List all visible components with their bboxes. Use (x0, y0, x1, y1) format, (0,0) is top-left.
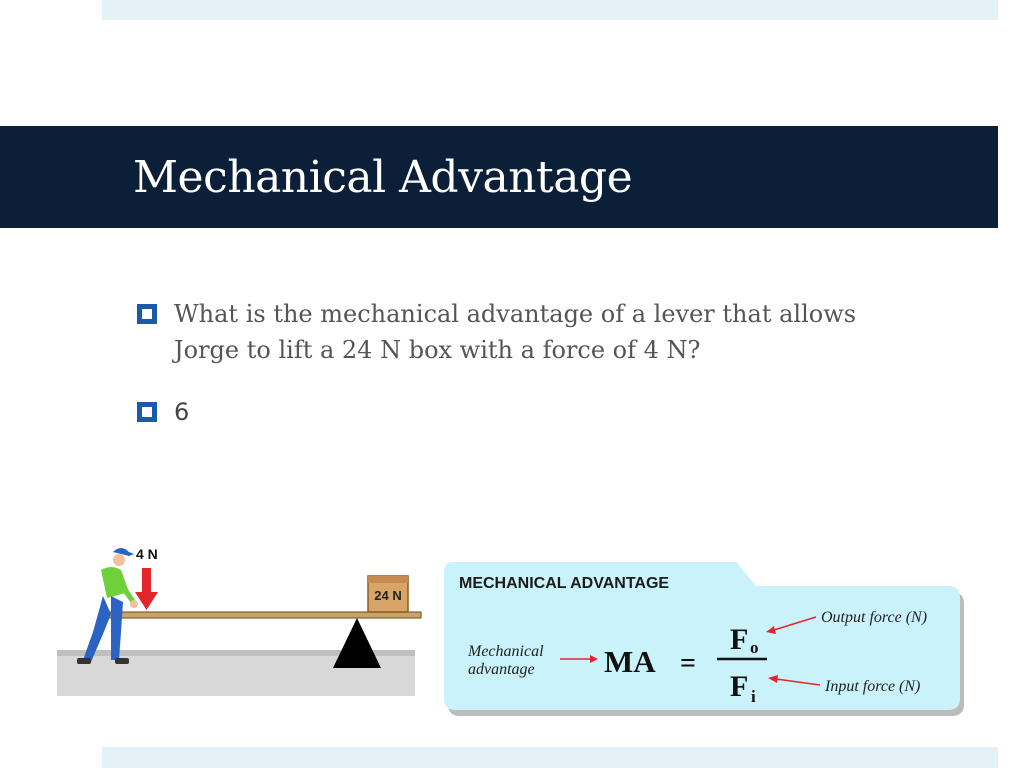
numerator-symbol: F (730, 623, 749, 656)
output-force-label: Output force (N) (821, 609, 928, 626)
denominator-symbol: F (730, 670, 749, 703)
bullet-square-icon (137, 304, 157, 324)
numerator-subscript: o (750, 638, 759, 657)
bottom-band (102, 747, 998, 768)
answer-text: 6 (174, 398, 190, 426)
formula-header: MECHANICAL ADVANTAGE (459, 575, 670, 592)
ma-label-line1: Mechanical (468, 643, 544, 660)
lever-plank (103, 612, 421, 618)
ma-symbol: MA (604, 644, 656, 679)
slide-title: Mechanical Advantage (133, 152, 633, 203)
load-label: 24 N (374, 588, 402, 603)
bullet-square-icon (137, 402, 157, 422)
formula-box (440, 558, 970, 720)
input-force-label: Input force (N) (825, 678, 921, 695)
question-text: What is the mechanical advantage of a lever that allows Jorge to lift a 24 N box with a force of 4 N? (174, 300, 857, 364)
lever-illustration (55, 540, 425, 700)
equals-sign: = (680, 648, 696, 679)
denominator-subscript: i (751, 687, 756, 706)
person-icon (77, 548, 138, 664)
down-arrow-icon (135, 568, 158, 610)
input-force-label: 4 N (136, 546, 158, 562)
ma-label-line2: advantage (468, 661, 535, 678)
top-band (102, 0, 998, 20)
fulcrum-triangle-icon (333, 618, 381, 668)
